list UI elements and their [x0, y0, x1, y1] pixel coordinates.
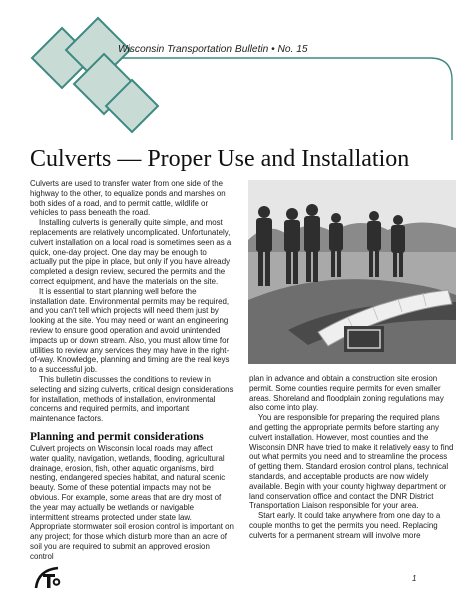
paragraph: It is essential to start planning well before the installation date. Environmental permits may be required, and you can't tell which projects will need them just by looking at the site. You may need or want an engineering review to ensure good operation and avoid unintended impacts up or down stream. Also, you must allow time for utilities to review any services they may have in the right-of-way. Knowledge, planning and timing are the real keys to a successful job. [30, 286, 230, 375]
left-column [30, 179, 234, 561]
culvert-installation-photo [248, 180, 456, 364]
paragraph: plan in advance and obtain a construction site erosion permit. Some counties require permits for even smaller areas. Shoreland and floodplain zoning regulations may also come into play. [249, 374, 444, 413]
page-number: 1 [412, 574, 417, 583]
bulletin-header: Wisconsin Transportation Bulletin • No. 15 [118, 44, 308, 55]
page-title: Culverts — Proper Use and Installation [30, 146, 410, 172]
paragraph: Culvert projects on Wisconsin local roads may affect water quality, navigation, wetlands, flooding, agricultural drainage, erosion, fish, other aquatic organisms, bird nesting, endangered species habitat, and natural scenic beauty. Some of these potential impacts may not be obvious. For example, some areas that are dry most of the year may actually be wetlands or navigable intermittent streams protected under state law. Appropriate stormwater soil erosion control is important on any project; for those which disturb more than an acre of soil you are required to submit an approved erosion control [30, 443, 234, 561]
tic-logo [34, 566, 64, 592]
paragraph: This bulletin discusses the conditions to review in selecting and sizing culverts, critical design considerations for installation, methods of installation, environmental concerns and required permits, and important maintenance factors. [30, 374, 234, 424]
paragraph: Installing culverts is generally quite simple, and most replacements are relatively uncomplicated. Unfortunately, culvert installation on a local road is sometimes seen as a quick, one-day project. One day may be enough to actually put the pipe in place, but only if you have already completed a design review, secured the permits and the correct equipment, and have the materials on the site. [30, 218, 232, 286]
paragraph: You are responsible for preparing the required plans and getting the appropriate permits before starting any culvert installation. However, most counties and the Wisconsin DNR have tried to make it relatively easy to find out what permits you need and to streamline the process of getting them. Standard erosion control plans, technical standards, and acceptable products are now widely available. Begin with your county highway department or land conservation office and contact the DNR District Transportation Liaison responsible for your area. [249, 413, 454, 511]
frame-line [100, 58, 452, 140]
right-column [249, 374, 455, 541]
paragraph: Start early. It could take anywhere from one day to a couple months to get the permits you need. Replacing culverts for a permanent stream will involve more [249, 511, 441, 540]
section-heading: Planning and permit considerations [30, 430, 204, 443]
paragraph: Culverts are used to transfer water from one side of the highway to the other, to equalize ponds and marshes on both sides of a road, and to permit cattle, wildlife or vehicles to pass beneath the road. [30, 179, 226, 218]
header-decoration [0, 0, 474, 140]
